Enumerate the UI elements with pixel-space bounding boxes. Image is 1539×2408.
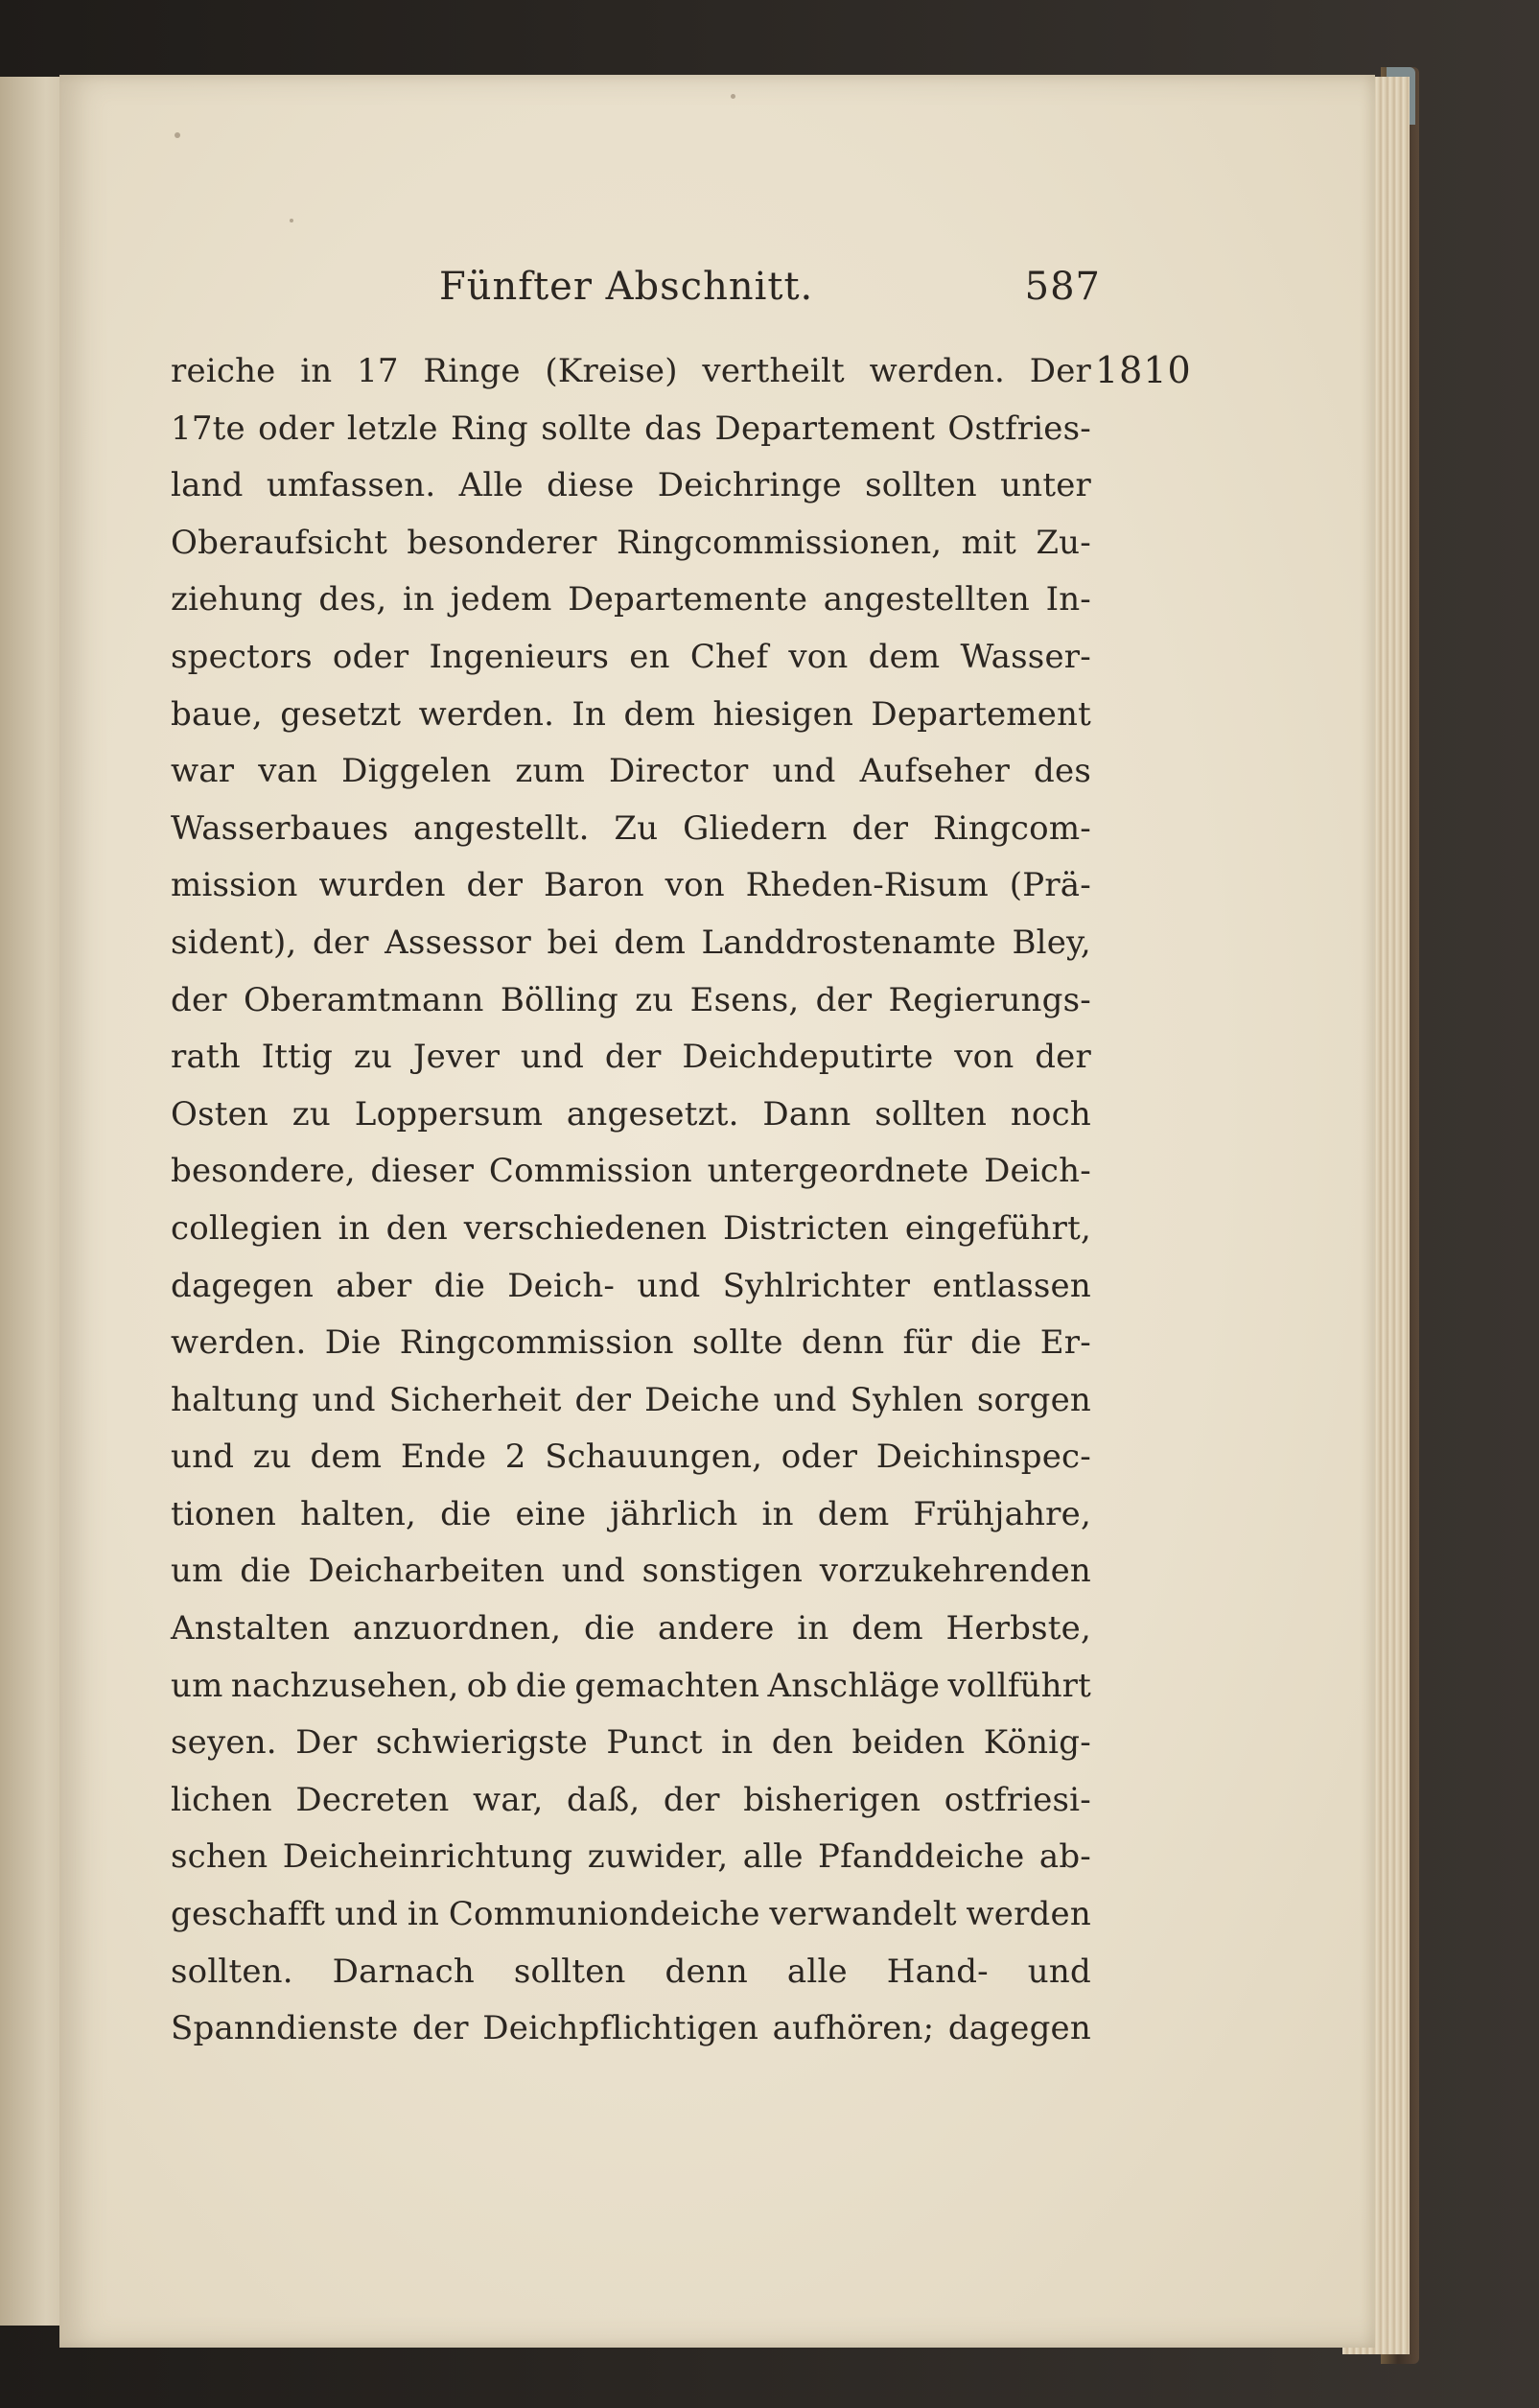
- text-line: besondere, dieser Commission untergeordnete Deich-: [171, 1152, 1091, 1191]
- text-line: ziehung des, in jedem Departemente angestellten In-: [171, 580, 1091, 620]
- paper-speck: [290, 219, 293, 222]
- text-line: spectors oder Ingenieurs en Chef von dem Wasser-: [171, 637, 1091, 676]
- text-line: sollten. Darnach sollten denn alle Hand- und: [171, 1952, 1091, 1991]
- text-line: Oberaufsicht besonderer Ringcommissionen, mit Zu-: [171, 523, 1091, 562]
- text-line: baue, gesetzt werden. In dem hiesigen Departement: [171, 694, 1091, 734]
- text-line: seyen. Der schwierigste Punct in den beiden König-: [171, 1723, 1091, 1763]
- text-line: sident), der Assessor bei dem Landdrostenamte Bley,: [171, 923, 1091, 962]
- text-line: reiche in 17 Ringe (Kreise) vertheilt werden. Der: [171, 352, 1091, 390]
- text-line: um die Deicharbeiten und sonstigen vorzukehrenden: [171, 1552, 1091, 1591]
- text-line: Anstalten anzuordnen, die andere in dem Herbste,: [171, 1609, 1091, 1648]
- text-line: werden. Die Ringcommission sollte denn für die Er-: [171, 1323, 1091, 1363]
- text-line: tionen halten, die eine jährlich in dem Frühjahre,: [171, 1494, 1091, 1533]
- text-line: Osten zu Loppersum angesetzt. Dann sollten noch: [171, 1094, 1091, 1134]
- text-line: lichen Decreten war, daß, der bisherigen ostfriesi-: [171, 1780, 1091, 1819]
- text-line: mission wurden der Baron von Rheden-Risum (Prä-: [171, 866, 1091, 905]
- text-line: geschafft und in Communiondeiche verwandelt werden: [171, 1895, 1091, 1934]
- paper-speck: [731, 94, 735, 99]
- text-line: 17te oder letzle Ring sollte das Departement Ostfries-: [171, 409, 1091, 448]
- margin-year-note: 1810: [1095, 349, 1192, 391]
- body-text: [171, 343, 1091, 2058]
- text-line: schen Deicheinrichtung zuwider, alle Pfanddeiche ab-: [171, 1837, 1091, 1877]
- text-line: haltung und Sicherheit der Deiche und Syhlen sorgen: [171, 1380, 1091, 1419]
- text-line: rath Ittig zu Jever und der Deichdeputirte von der: [171, 1038, 1091, 1077]
- text-line: Wasserbaues angestellt. Zu Gliedern der Ringcom-: [171, 808, 1091, 848]
- book-page: [59, 75, 1375, 2348]
- running-header: [171, 247, 1101, 334]
- text-line: um nachzusehen, ob die gemachten Anschläge vollführt: [171, 1666, 1091, 1705]
- text-line: collegien in den verschiedenen Districten eingeführt,: [171, 1208, 1091, 1248]
- text-line: dagegen aber die Deich- und Syhlrichter entlassen: [171, 1266, 1091, 1305]
- chapter-title: Fünfter Abschnitt.: [439, 265, 814, 309]
- page-number: 587: [1024, 265, 1101, 309]
- paper-speck: [175, 132, 180, 138]
- text-line: und zu dem Ende 2 Schauungen, oder Deichinspec-: [171, 1438, 1091, 1477]
- text-line: war van Diggelen zum Director und Aufseher des: [171, 752, 1091, 791]
- text-line: land umfassen. Alle diese Deichringe sollten unter: [171, 466, 1091, 505]
- text-line: Spanndienste der Deichpflichtigen aufhören; dagegen: [171, 2009, 1091, 2048]
- text-line: der Oberamtmann Bölling zu Esens, der Regierungs-: [171, 980, 1091, 1019]
- page-text: [171, 247, 1101, 2058]
